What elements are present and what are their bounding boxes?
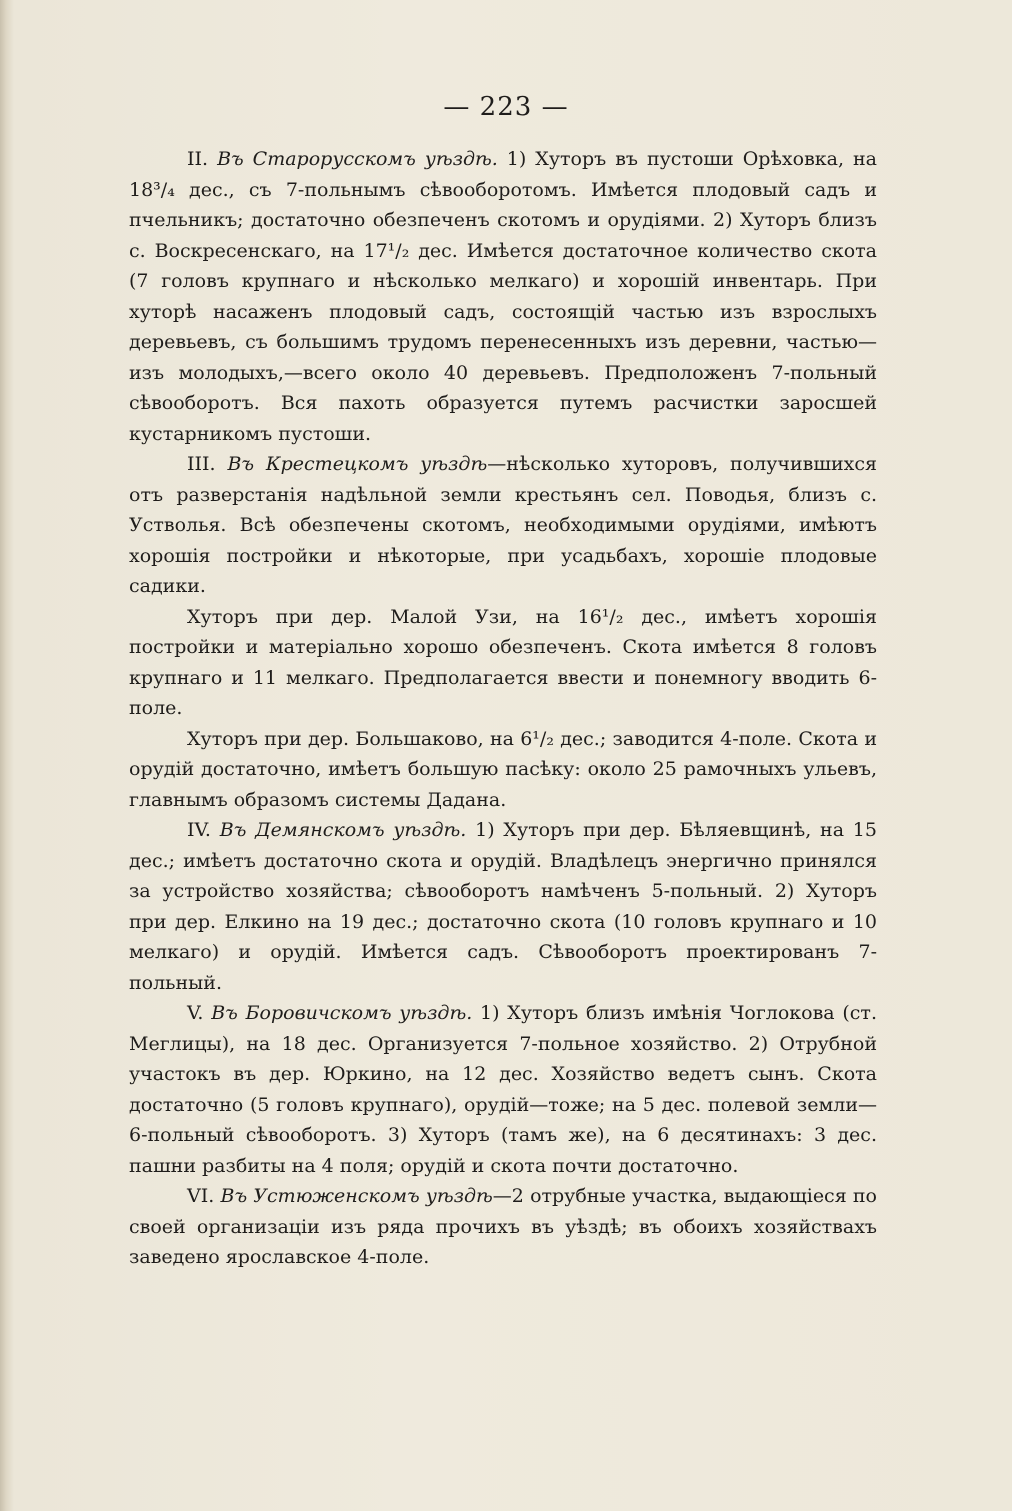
paragraph-text: —2 отрубные участка, выдающiеся по своей организацiи изъ ряда прочихъ въ уѣздѣ; въ обоихъ хозяйствахъ заведено ярославское 4-поле. — [129, 1185, 877, 1268]
paragraph-krestetsky — [129, 449, 877, 602]
section-numeral: II. — [187, 148, 209, 170]
section-numeral: V. — [187, 1002, 204, 1024]
section-numeral: VI. — [187, 1185, 215, 1207]
district-heading: Въ Крестецкомъ уѣздѣ — [227, 453, 488, 475]
paragraph-malaya-uzi — [129, 602, 877, 724]
section-numeral: IV. — [187, 819, 211, 841]
paragraph-demyansky — [129, 815, 877, 998]
paragraph-text: 1) Хуторъ въ пустоши Орѣховка, на 18³/₄ дес., съ 7-польнымъ сѣвооборотомъ. Имѣется плодовый садъ и пчельникъ; достаточно обезпеченъ скотомъ и орудiями. 2) Хуторъ близъ с. Воскресенскаго, на 17¹/₂ дес. Имѣется достаточное количество скота (7 головъ крупнаго и нѣсколько мелкаго) и хорошiй инвентарь. При хуторѣ насаженъ плодовый садъ, состоящiй частью изъ взрослыхъ деревьевъ, съ большимъ трудомъ перенесенныхъ изъ деревни, частью—изъ молодыхъ,—всего около 40 деревьевъ. Предположенъ 7-польный сѣвооборотъ. Вся пахоть образуется путемъ расчистки заросшей кустарникомъ пустоши. — [129, 148, 877, 445]
district-heading: Въ Демянскомъ уѣздѣ. — [219, 819, 467, 841]
paragraph-text: Хуторъ при дер. Большаково, на 6¹/₂ дес.; заводится 4-поле. Скота и орудiй достаточно, имѣетъ большую пасѣку: около 25 рамочныхъ ульевъ, главнымъ образомъ системы Дадана. — [129, 727, 877, 811]
body-text — [129, 144, 877, 1273]
page-number: — 223 — — [443, 92, 569, 122]
paragraph-borovichsky — [129, 998, 877, 1181]
paragraph-text: 1) Хуторъ при дер. Бѣляевщинѣ, на 15 дес.; имѣетъ достаточно скота и орудiй. Владѣлецъ энергично принялся за устройство хозяйства; сѣвооборотъ намѣченъ 5-польный. 2) Хуторъ при дер. Елкино на 19 дес.; достаточно скота (10 головъ крупнаго и 10 мелкаго) и орудiй. Имѣется садъ. Сѣвооборотъ проектированъ 7-польный. — [129, 819, 877, 994]
district-heading: Въ Боровичскомъ уѣздѣ. — [211, 1002, 473, 1024]
district-heading: Въ Устюженскомъ уѣздѣ — [220, 1185, 493, 1207]
paragraph-starorussky — [129, 144, 877, 449]
paragraph-bolshakovo — [129, 724, 877, 816]
district-heading: Въ Старорусскомъ уѣздѣ. — [217, 148, 498, 170]
paragraph-text: 1) Хуторъ близъ имѣнiя Чоглокова (ст. Меглицы), на 18 дес. Организуется 7-польное хозяйство. 2) Отрубной участокъ въ дер. Юркино, на 12 дес. Хозяйство ведетъ сынъ. Скота достаточно (5 головъ крупнаго), орудiй—тоже; на 5 дес. полевой земли—6-польный сѣвооборотъ. 3) Хуторъ (тамъ же), на 6 десятинахъ: 3 дес. пашни разбиты на 4 поля; орудiй и скота почти достаточно. — [129, 1002, 877, 1177]
section-numeral: III. — [187, 453, 216, 475]
paragraph-text: Хуторъ при дер. Малой Узи, на 16¹/₂ дес., имѣетъ хорошiя постройки и матерiально хорошо обезпеченъ. Скота имѣется 8 головъ крупнаго и 11 мелкаго. Предполагается ввести и понемногу вводить 6-поле. — [129, 605, 877, 719]
paragraph-ustyuzhensky — [129, 1181, 877, 1273]
paragraph-text: —нѣсколько хуторовъ, получившихся отъ разверстанiя надѣльной земли крестьянъ сел. Поводья, близъ с. Устволья. Всѣ обезпечены скотомъ, необходимыми орудiями, имѣютъ хорошiя постройки и нѣкоторые, при усадьбахъ, хорошiе плодовые садики. — [129, 453, 877, 597]
